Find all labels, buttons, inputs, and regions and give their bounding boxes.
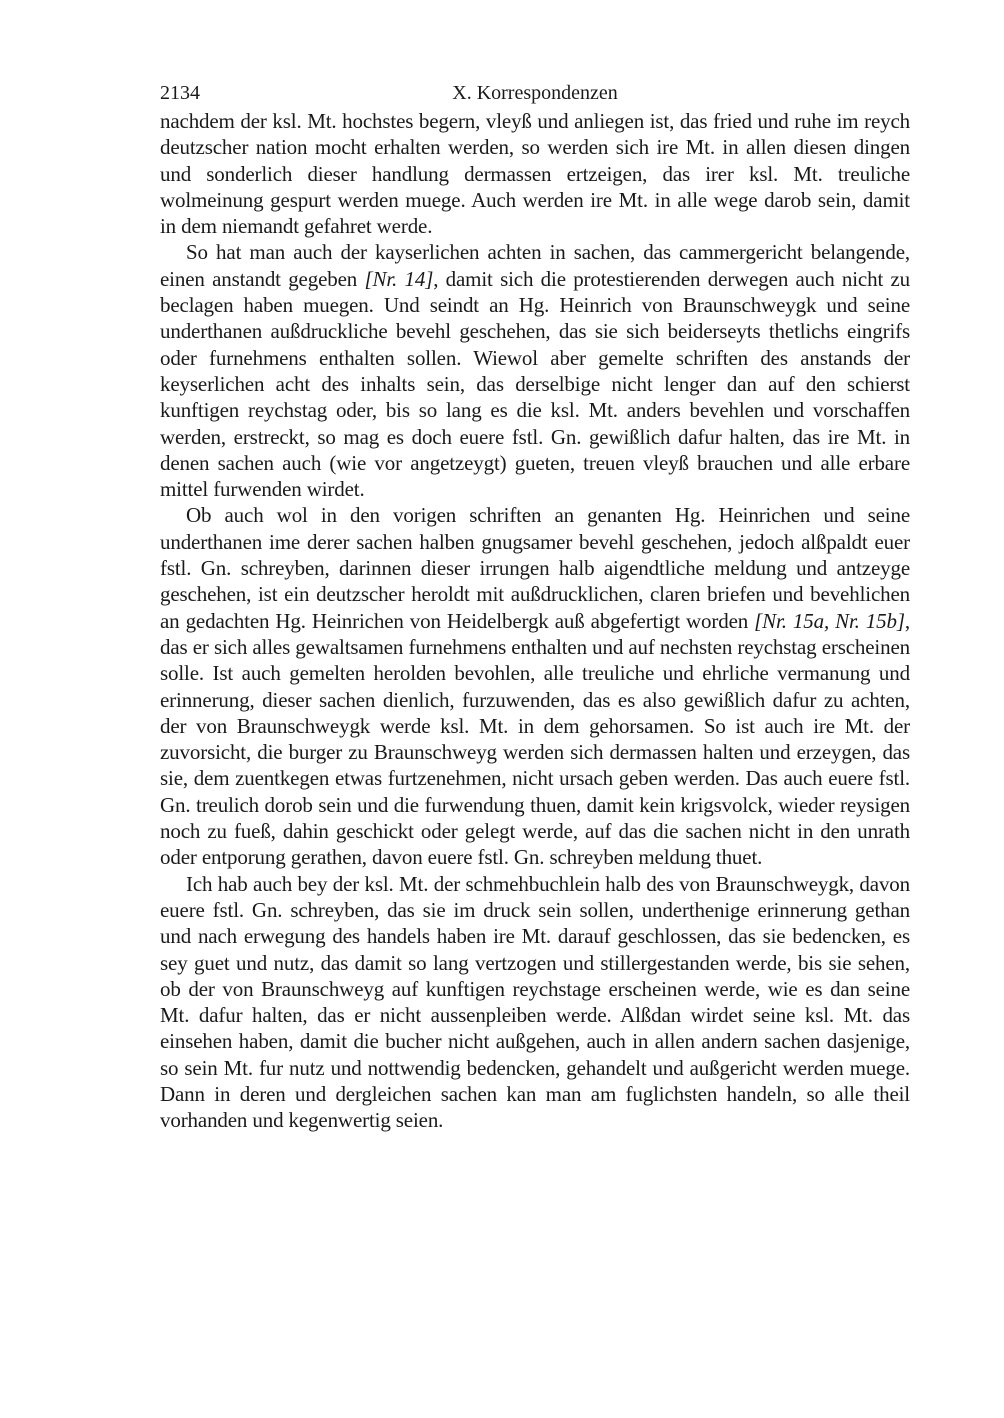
paragraph-2 [160, 239, 910, 502]
section-title: X. Korrespondenzen [452, 82, 618, 104]
paragraph-1 [160, 108, 910, 239]
paragraph-text: So hat man auch der kayserlichen achten in sachen, das cammergericht belangende, einen anstandt gegeben [160, 240, 910, 291]
paragraph-4 [160, 871, 910, 1134]
body-text [160, 108, 910, 1134]
cross-reference: [Nr. 15a, Nr. 15b] [754, 608, 905, 633]
paragraph-3 [160, 502, 910, 870]
paragraph-text: Ob auch wol in den vorigen schriften an genanten Hg. Heinrichen und seine underthanen ime derer sachen halben gnugsamer bevehl geschehen, jedoch alßpaldt euer fstl. Gn. schreyben, darinnen dieser irrungen halb aigendtliche meldung und antzeyge geschehen, ist ein deutzscher heroldt mit außdrucklichen, claren briefen und bevehlichen an gedachten Hg. Heinrichen von Heidelbergk auß abgefertigt worden [160, 503, 910, 633]
paragraph-text: , das er sich alles gewaltsamen furnehmens enthalten und auf nechsten reychstag erscheinen solle. Ist auch gemelten herolden bevohlen, alle treuliche und ehrliche vermanung und erinnerung, dieser sachen dienlich, furzuwenden, das es also gewißlich dafur zu achten, der von Braunschweygk werde ksl. Mt. in dem gehorsamen. So ist auch ire Mt. der zuvorsicht, die burger zu Braunschweyg werden sich dermassen halten und erzeygen, das sie, dem zuentkegen etwas furtzenehmen, nicht ursach geben werden. Das auch euere fstl. Gn. treulich dorob sein und die furwendung thuen, damit kein krigsvolck, wieder reysigen noch zu fueß, dahin geschickt oder gelegt werde, auf das die sachen nicht in den unrath oder entporung gerathen, davon euere fstl. Gn. schreyben meldung thuet. [160, 608, 910, 870]
paragraph-text: , damit sich die protestierenden derwegen auch nicht zu beclagen haben muegen. Und seindt an Hg. Heinrich von Braunschweygk und seine underthanen außdruckliche bevehl geschehen, das sie sich beiderseyts thetlichs eingrifs oder furnehmens enthalten sollen. Wiewol aber gemelte schriften des anstands der keyserlichen acht des inhalts sein, das derselbige nicht lenger dan auf den schierst kunftigen reychstag oder, bis so lang es die ksl. Mt. anders bevehlen und vorschaffen werden, erstreckt, so mag es doch euere fstl. Gn. gewißlich dafur halten, das ire Mt. in denen sachen auch (wie vor angetzeygt) gueten, treuen vleyß brauchen und alle erbare mittel furwenden wirdet. [160, 266, 911, 502]
document-page [160, 78, 910, 1134]
cross-reference: [Nr. 14] [364, 266, 434, 291]
paragraph-text: Ich hab auch bey der ksl. Mt. der schmehbuchlein halb des von Braunschweygk, davon euere fstl. Gn. schreyben, das sie im druck sein sollen, underthenige erinnerung gethan und nach erwegung des handels haben ire Mt. darauf geschlossen, das sie bedencken, es sey guet und nutz, das damit so lang vertzogen und stillergestanden werde, bis sie sehen, ob der von Braunschweyg auf kunftigen reychstage erscheinen werde, wie es dan seine Mt. dafur halten, das er nicht aussenpleiben werde. Alßdan wirdet seine ksl. Mt. das einsehen haben, damit die bucher nicht außgehen, auch in allen andern sachen dasjenige, so sein Mt. fur nutz und nottwendig bedencken, gehandelt und außgericht werden muege. Dann in deren und dergleichen sachen kan man am fuglichsten handeln, so alle theil vorhanden und kegenwertig seien. [160, 871, 910, 1133]
page-number: 2134 [160, 82, 200, 104]
running-head [160, 78, 910, 108]
paragraph-text: nachdem der ksl. Mt. hochstes begern, vleyß und anliegen ist, das fried und ruhe im reych deutzscher nation mocht erhalten werden, so werden sich ire Mt. in allen diesen dingen und sonderlich dieser handlung dermassen ertzeigen, das irer ksl. Mt. treuliche wolmeinung gespurt werden muege. Auch werden ire Mt. in alle wege darob sein, damit in dem niemandt gefahret werde. [160, 109, 910, 239]
